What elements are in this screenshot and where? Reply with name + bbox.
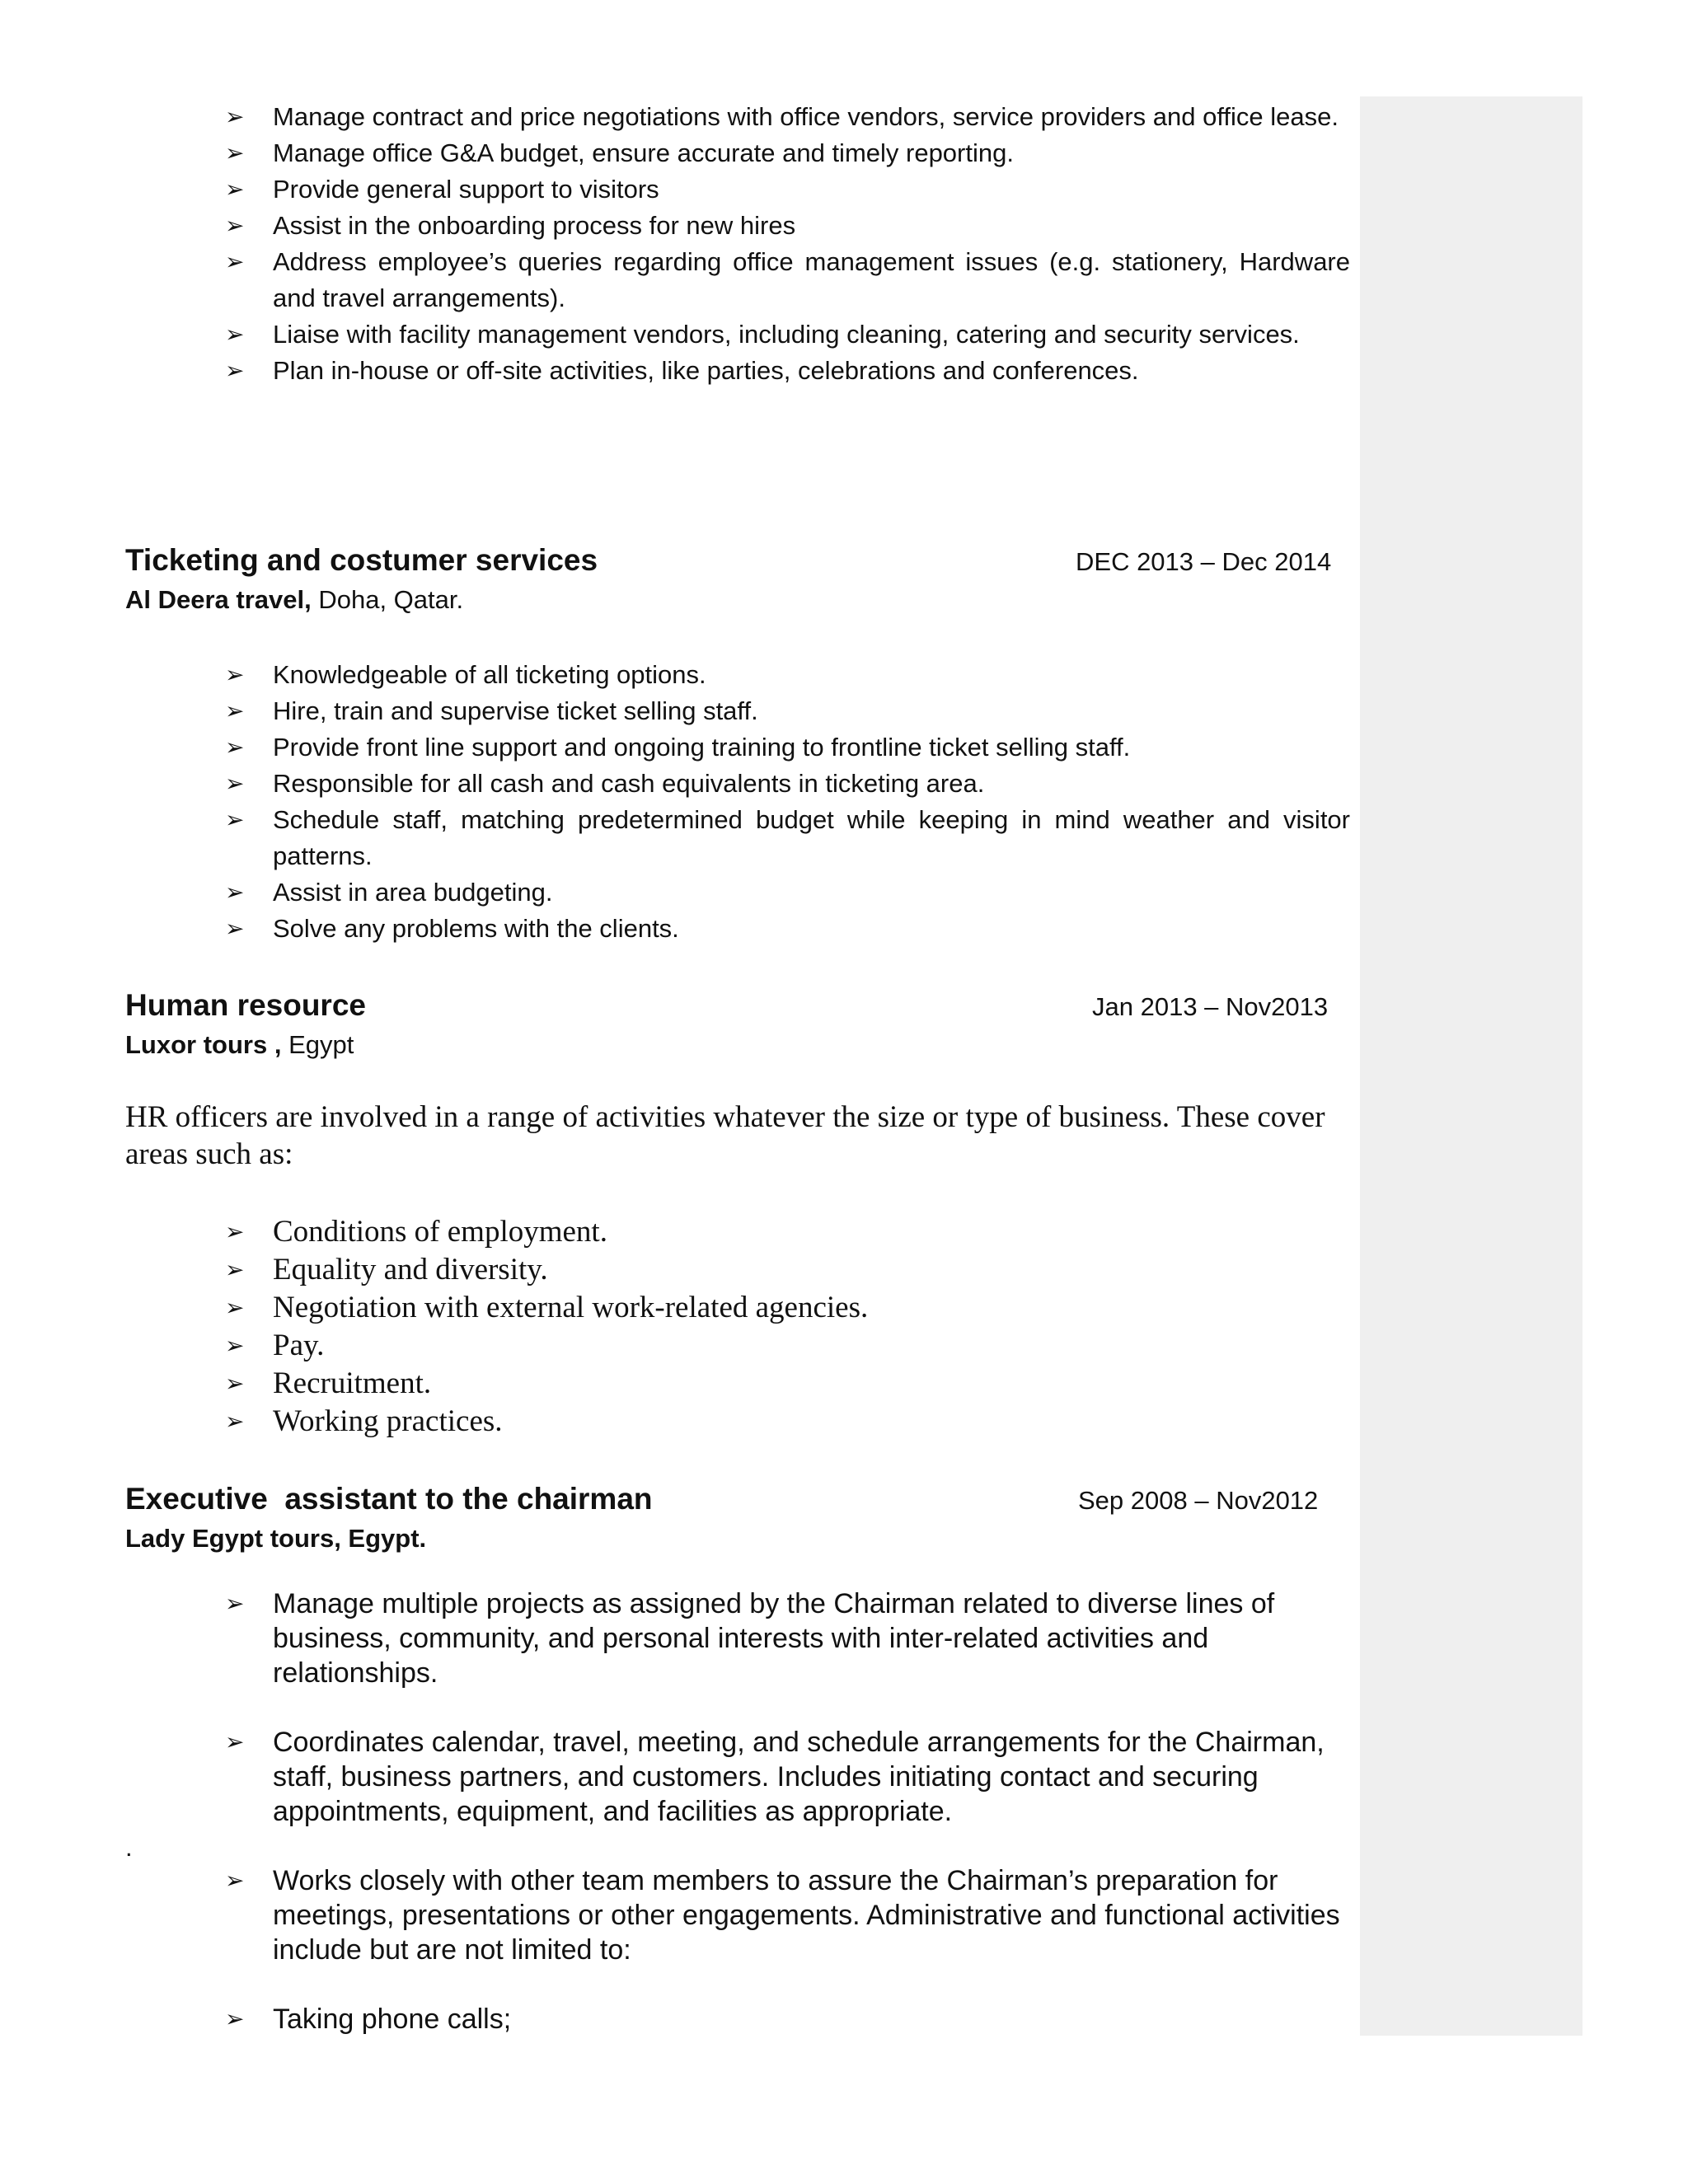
executive-duties-list: [225, 1586, 1350, 2036]
list-item: ➢ Conditions of employment.: [225, 1213, 1350, 1251]
list-item: ➢ Hire, train and supervise ticket selling staff.: [225, 693, 1350, 729]
list-item: ➢ Recruitment.: [225, 1365, 1350, 1403]
job-dates: DEC 2013 – Dec 2014: [1076, 547, 1332, 576]
arrow-bullet-icon: ➢: [225, 357, 245, 384]
job-title: Ticketing and costumer services: [125, 543, 598, 577]
company-location: Doha, Qatar.: [311, 585, 464, 614]
stray-period: .: [125, 1833, 133, 1862]
list-item: ➢ Assist in area budgeting.: [225, 874, 1350, 911]
arrow-bullet-icon: ➢: [225, 1590, 245, 1617]
company-name: Luxor tours ,: [125, 1030, 282, 1059]
list-item: ➢ Plan in-house or off-site activities, like parties, celebrations and conferences.: [225, 353, 1350, 389]
hr-intro-paragraph: HR officers are involved in a range of activities whatever the size or type of business. These cover areas such as:: [125, 1100, 1325, 1171]
list-item: ➢ Working practices.: [225, 1403, 1350, 1441]
company-name: Lady Egypt tours, Egypt.: [125, 1524, 427, 1553]
job-title: Executive assistant to the chairman: [125, 1482, 653, 1516]
list-item: ➢ Liaise with facility management vendors, including cleaning, catering and security services.: [225, 316, 1350, 353]
company-name: Al Deera travel,: [125, 585, 312, 614]
list-item: ➢ Coordinates calendar, travel, meeting, and schedule arrangements for the Chairman, staff, business partners, and customers. Includes initiating contact and securing appointments, equipment, and facilities as appropriate.: [225, 1727, 1325, 1827]
hr-areas-section: [225, 1213, 1350, 1441]
hr-areas-list: [225, 1213, 1350, 1441]
list-item: ➢ Solve any problems with the clients.: [225, 911, 1350, 947]
executive-duties-section: [225, 1586, 1350, 2071]
list-item: ➢ Address employee’s queries regarding office management issues (e.g. stationery, Hardware and travel arrangements).: [225, 244, 1350, 316]
arrow-bullet-icon: ➢: [225, 1218, 245, 1245]
list-item: ➢ Responsible for all cash and cash equivalents in ticketing area.: [225, 766, 1350, 802]
arrow-bullet-icon: ➢: [225, 1408, 245, 1435]
arrow-bullet-icon: ➢: [225, 212, 245, 239]
list-item: ➢ Schedule staff, matching predetermined budget while keeping in mind weather and visitor patterns.: [225, 802, 1350, 874]
company-line: [125, 1027, 354, 1063]
job-dates: Sep 2008 – Nov2012: [1078, 1486, 1319, 1515]
list-item: ➢ Assist in the onboarding process for new hires: [225, 208, 1350, 244]
list-item: ➢ Provide front line support and ongoing training to frontline ticket selling staff.: [225, 729, 1350, 766]
arrow-bullet-icon: ➢: [225, 1728, 245, 1755]
list-item: ➢ Pay.: [225, 1327, 1350, 1365]
company-line: [125, 582, 463, 618]
list-item: ➢ Manage office G&A budget, ensure accurate and timely reporting.: [225, 135, 1350, 171]
arrow-bullet-icon: ➢: [225, 770, 245, 797]
arrow-bullet-icon: ➢: [225, 733, 245, 761]
arrow-bullet-icon: ➢: [225, 697, 245, 724]
ticketing-duties-section: [225, 657, 1350, 947]
list-item: ➢ Provide general support to visitors: [225, 171, 1350, 208]
job-dates: Jan 2013 – Nov2013: [1092, 992, 1329, 1021]
arrow-bullet-icon: ➢: [225, 1294, 245, 1321]
list-item: ➢ Works closely with other team members to assure the Chairman’s preparation for meetings, presentations or other engagements. Administrative and functional activities include but are not limited to:: [225, 1865, 1340, 1966]
company-location: Egypt: [281, 1030, 354, 1059]
list-item: ➢ Manage contract and price negotiations with office vendors, service providers and office lease.: [225, 99, 1350, 135]
arrow-bullet-icon: ➢: [225, 915, 245, 942]
arrow-bullet-icon: ➢: [225, 176, 245, 203]
arrow-bullet-icon: ➢: [225, 1332, 245, 1359]
list-item: ➢ Negotiation with external work-related agencies.: [225, 1289, 1350, 1327]
arrow-bullet-icon: ➢: [225, 1867, 245, 1894]
list-item: ➢ Taking phone calls;: [225, 2004, 512, 2035]
arrow-bullet-icon: ➢: [225, 879, 245, 906]
arrow-bullet-icon: ➢: [225, 139, 245, 166]
company-line: [125, 1521, 426, 1557]
list-item: ➢ Knowledgeable of all ticketing options.: [225, 657, 1350, 693]
arrow-bullet-icon: ➢: [225, 321, 245, 348]
arrow-bullet-icon: ➢: [225, 1370, 245, 1397]
arrow-bullet-icon: ➢: [225, 248, 245, 275]
arrow-bullet-icon: ➢: [225, 2005, 245, 2032]
arrow-bullet-icon: ➢: [225, 1256, 245, 1283]
arrow-bullet-icon: ➢: [225, 103, 245, 130]
arrow-bullet-icon: ➢: [225, 806, 245, 833]
office-duties-section: [225, 99, 1350, 389]
office-duties-list: [225, 99, 1350, 389]
list-item: ➢ Equality and diversity.: [225, 1251, 1350, 1289]
arrow-bullet-icon: ➢: [225, 661, 245, 688]
right-margin-sidebar: [1360, 96, 1582, 2036]
list-item: ➢ Manage multiple projects as assigned by the Chairman related to diverse lines of business, community, and personal interests with inter-related activities and relationships.: [225, 1588, 1275, 1689]
ticketing-duties-list: [225, 657, 1350, 947]
job-title: Human resource: [125, 988, 366, 1022]
